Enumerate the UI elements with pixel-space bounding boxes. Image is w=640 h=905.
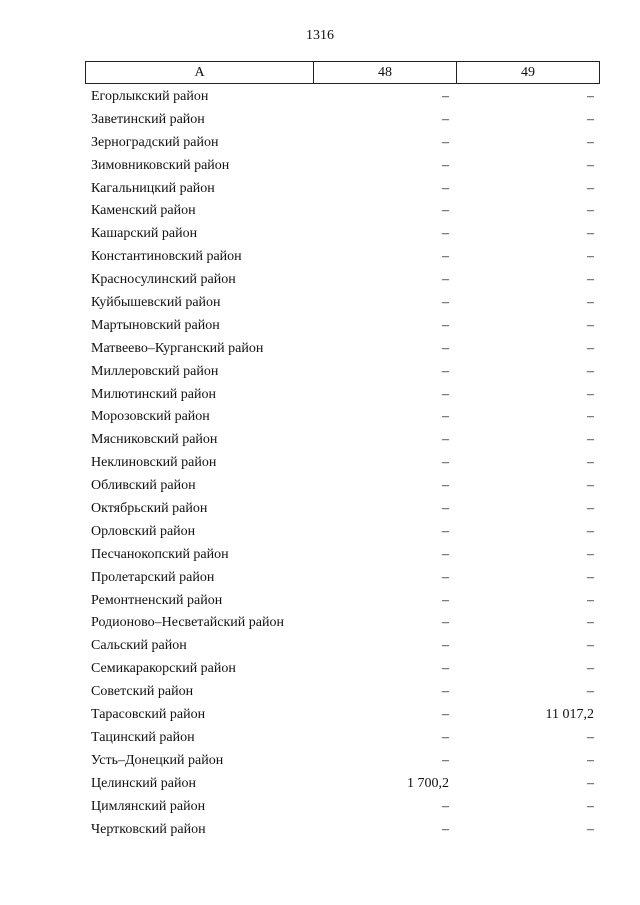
value-column-49: – — [587, 729, 594, 745]
value-column-48: – — [442, 821, 449, 837]
header-column-a: А — [86, 62, 314, 83]
district-name: Заветинский район — [91, 111, 205, 127]
district-name: Чертковский район — [91, 821, 206, 837]
table-row — [85, 178, 600, 201]
value-column-49: – — [587, 363, 594, 379]
header-column-49: 49 — [521, 64, 535, 80]
value-column-49: – — [587, 592, 594, 608]
table-row — [85, 315, 600, 338]
district-name: Цимлянский район — [91, 798, 206, 814]
value-column-48: – — [442, 684, 449, 700]
table-row — [85, 246, 600, 269]
value-column-48: – — [442, 89, 449, 104]
value-column-49: – — [587, 432, 594, 448]
table-row — [85, 132, 600, 155]
district-name: Кагальницкий район — [91, 180, 215, 196]
value-column-48: – — [442, 340, 449, 356]
value-column-48: – — [442, 729, 449, 745]
value-column-49: – — [587, 409, 594, 425]
district-name: Константиновский район — [91, 249, 242, 265]
table-row — [85, 384, 600, 407]
value-column-48: – — [442, 638, 449, 654]
page-number: 1316 — [306, 28, 334, 43]
table-row — [85, 86, 600, 109]
value-column-48: – — [442, 615, 449, 631]
table-row — [85, 155, 600, 178]
value-column-49: – — [587, 134, 594, 150]
table-row — [85, 452, 600, 475]
district-name: Песчанокопский район — [91, 546, 229, 562]
district-name: Егорлыкский район — [91, 89, 209, 104]
district-name: Советский район — [91, 684, 194, 700]
district-name: Милютинский район — [91, 386, 217, 402]
value-column-49: – — [587, 249, 594, 265]
value-column-48: – — [442, 707, 449, 723]
table-row — [85, 635, 600, 658]
value-column-48: – — [442, 363, 449, 379]
table-row — [85, 521, 600, 544]
value-column-49: – — [587, 317, 594, 333]
district-name: Зимовниковский район — [91, 157, 230, 173]
table-row — [85, 429, 600, 452]
district-name: Усть–Донецкий район — [91, 752, 224, 768]
value-column-48: – — [442, 180, 449, 196]
value-column-48: – — [442, 317, 449, 333]
value-column-48: – — [442, 501, 449, 517]
value-column-48: 1 700,2 — [407, 775, 449, 791]
value-column-48: – — [442, 546, 449, 562]
table-row — [85, 727, 600, 750]
district-name: Родионово–Несветайский район — [91, 615, 284, 631]
table-row — [85, 200, 600, 223]
value-column-48: – — [442, 203, 449, 219]
district-name: Мясниковский район — [91, 432, 218, 448]
district-name: Целинский район — [91, 775, 196, 791]
table-row — [85, 292, 600, 315]
table-row — [85, 338, 600, 361]
value-column-48: – — [442, 523, 449, 539]
district-name: Пролетарский район — [91, 569, 215, 585]
table-row — [85, 819, 600, 842]
value-column-48: – — [442, 478, 449, 494]
table-row — [85, 796, 600, 819]
district-name: Каменский район — [91, 203, 196, 219]
value-column-49: – — [587, 203, 594, 219]
value-column-48: – — [442, 386, 449, 402]
value-column-48: – — [442, 157, 449, 173]
value-column-49: – — [587, 340, 594, 356]
table-row — [85, 612, 600, 635]
table-row — [85, 544, 600, 567]
value-column-49: – — [587, 180, 594, 196]
table-row — [85, 406, 600, 429]
table-body — [85, 86, 600, 841]
table-row — [85, 590, 600, 613]
table-row — [85, 475, 600, 498]
value-column-49: – — [587, 752, 594, 768]
value-column-49: – — [587, 226, 594, 242]
value-column-48: – — [442, 409, 449, 425]
district-name: Орловский район — [91, 523, 196, 539]
value-column-48: – — [442, 272, 449, 288]
value-column-48: – — [442, 295, 449, 311]
district-name: Сальский район — [91, 638, 187, 654]
value-column-48: – — [442, 111, 449, 127]
table-row — [85, 681, 600, 704]
district-name: Семикаракорский район — [91, 661, 236, 677]
value-column-49: – — [587, 501, 594, 517]
district-name: Матвеево–Курганский район — [91, 340, 264, 356]
value-column-49: – — [587, 661, 594, 677]
table-row — [85, 498, 600, 521]
value-column-49: – — [587, 272, 594, 288]
value-column-49: – — [587, 615, 594, 631]
value-column-49: – — [587, 798, 594, 814]
district-name: Обливский район — [91, 478, 196, 494]
district-name: Миллеровский район — [91, 363, 219, 379]
value-column-49: – — [587, 386, 594, 402]
table-header — [85, 61, 600, 84]
value-column-49: – — [587, 775, 594, 791]
table-row — [85, 269, 600, 292]
district-name: Зерноградский район — [91, 134, 219, 150]
value-column-49: – — [587, 89, 594, 104]
value-column-49: – — [587, 569, 594, 585]
district-name: Октябрьский район — [91, 501, 208, 517]
district-name: Тарасовский район — [91, 707, 206, 723]
table-row — [85, 750, 600, 773]
value-column-48: – — [442, 249, 449, 265]
table-row — [85, 109, 600, 132]
value-column-48: – — [442, 592, 449, 608]
table-row — [85, 361, 600, 384]
value-column-49: – — [587, 821, 594, 837]
value-column-48: – — [442, 226, 449, 242]
value-column-49: – — [587, 157, 594, 173]
table-row — [85, 223, 600, 246]
value-column-48: – — [442, 752, 449, 768]
value-column-49: – — [587, 455, 594, 471]
district-name: Куйбышевский район — [91, 295, 221, 311]
value-column-48: – — [442, 798, 449, 814]
district-name: Тацинский район — [91, 729, 195, 745]
district-name: Кашарский район — [91, 226, 198, 242]
value-column-49: – — [587, 523, 594, 539]
table-row — [85, 567, 600, 590]
value-column-48: – — [442, 569, 449, 585]
header-column-48: 48 — [314, 62, 457, 83]
value-column-49: – — [587, 546, 594, 562]
value-column-48: – — [442, 432, 449, 448]
value-column-49: 11 017,2 — [545, 707, 594, 723]
value-column-49: – — [587, 295, 594, 311]
value-column-49: – — [587, 111, 594, 127]
district-name: Морозовский район — [91, 409, 210, 425]
value-column-48: – — [442, 661, 449, 677]
value-column-48: – — [442, 134, 449, 150]
district-name: Ремонтненский район — [91, 592, 223, 608]
value-column-48: – — [442, 455, 449, 471]
value-column-49: – — [587, 638, 594, 654]
value-column-49: – — [587, 684, 594, 700]
value-column-49: – — [587, 478, 594, 494]
table-row — [85, 658, 600, 681]
district-name: Неклиновский район — [91, 455, 217, 471]
district-name: Красносулинский район — [91, 272, 236, 288]
district-name: Мартыновский район — [91, 317, 220, 333]
table-row — [85, 773, 600, 796]
table-row — [85, 704, 600, 727]
